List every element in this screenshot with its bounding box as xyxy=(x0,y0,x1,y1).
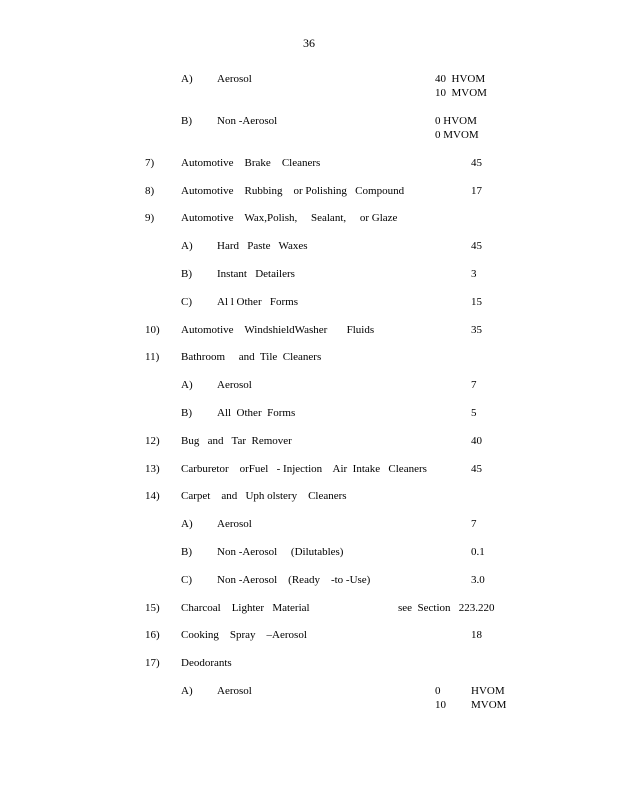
item-value: 45 xyxy=(471,157,482,169)
item-letter: A) xyxy=(181,240,193,252)
item-label: Carburetor orFuel - Injection Air Intake Cleaners xyxy=(181,463,427,475)
item-label: Hard Paste Waxes xyxy=(217,240,308,252)
list-item-continuation xyxy=(0,86,618,100)
list-item-continuation xyxy=(0,128,618,142)
item-value: 0 MVOM xyxy=(435,129,479,141)
item-number: 10) xyxy=(145,324,160,336)
item-number: 15) xyxy=(145,602,160,614)
item-value: 0.1 xyxy=(471,546,485,558)
item-label: Non -Aerosol (Ready -to -Use) xyxy=(217,574,371,586)
item-number: 13) xyxy=(145,463,160,475)
item-label: Automotive Wax,Polish, Sealant, or Glaze xyxy=(181,212,398,224)
item-value: 7 xyxy=(471,379,477,391)
item-value: 0 HVOM xyxy=(435,115,477,127)
item-value: 15 xyxy=(471,296,482,308)
item-value: 45 xyxy=(471,463,482,475)
item-label: Automotive Rubbing or Polishing Compound xyxy=(181,185,405,197)
item-label: Automotive WindshieldWasher Fluids xyxy=(181,324,375,336)
list-item xyxy=(0,114,618,128)
item-letter: C) xyxy=(181,574,192,586)
item-value: 40 HVOM xyxy=(435,73,486,85)
item-letter: B) xyxy=(181,115,192,127)
item-value: 18 xyxy=(471,629,482,641)
list-item xyxy=(0,406,618,420)
item-label: Aerosol xyxy=(217,379,252,391)
item-label: Deodorants xyxy=(181,657,232,669)
item-letter: A) xyxy=(181,685,193,697)
item-label: Non -Aerosol (Dilutables) xyxy=(217,546,344,558)
item-label: Aerosol xyxy=(217,73,252,85)
list-item xyxy=(0,267,618,281)
list-item xyxy=(0,295,618,309)
item-label: Automotive Brake Cleaners xyxy=(181,157,321,169)
item-letter: B) xyxy=(181,407,192,419)
item-number: 9) xyxy=(145,212,155,224)
list-item xyxy=(0,72,618,86)
item-value: 17 xyxy=(471,185,482,197)
list-item xyxy=(0,656,618,670)
list-item xyxy=(0,489,618,503)
list-item xyxy=(0,323,618,337)
item-value: 0 xyxy=(435,685,441,697)
list-item xyxy=(0,684,618,698)
list-item xyxy=(0,156,618,170)
list-item xyxy=(0,517,618,531)
item-label: Aerosol xyxy=(217,518,252,530)
list-item-continuation xyxy=(0,698,618,712)
item-number: 17) xyxy=(145,657,160,669)
item-value: 45 xyxy=(471,240,482,252)
item-number: 14) xyxy=(145,490,160,502)
item-label: All Other Forms xyxy=(217,407,296,419)
item-unit: HVOM xyxy=(471,685,505,697)
list-item xyxy=(0,462,618,476)
item-value: 7 xyxy=(471,518,477,530)
item-value: 5 xyxy=(471,407,477,419)
list-item xyxy=(0,601,618,615)
list-item xyxy=(0,573,618,587)
item-label: Carpet and Uph olstery Cleaners xyxy=(181,490,347,502)
item-letter: C) xyxy=(181,296,192,308)
list-item xyxy=(0,350,618,364)
item-label: Bathroom and Tile Cleaners xyxy=(181,351,322,363)
item-reference: see Section 223.220 xyxy=(398,602,495,614)
item-label: Instant Detailers xyxy=(217,268,295,280)
item-label: Al l Other Forms xyxy=(217,296,298,308)
list-item xyxy=(0,184,618,198)
list-item xyxy=(0,628,618,642)
item-label: Aerosol xyxy=(217,685,252,697)
item-letter: A) xyxy=(181,379,193,391)
item-label: Charcoal Lighter Material xyxy=(181,602,310,614)
page-number: 36 xyxy=(303,36,315,50)
item-number: 7) xyxy=(145,157,155,169)
list-item xyxy=(0,239,618,253)
list-item xyxy=(0,378,618,392)
item-letter: A) xyxy=(181,518,193,530)
item-unit: MVOM xyxy=(471,699,507,711)
item-letter: A) xyxy=(181,73,193,85)
list-item xyxy=(0,545,618,559)
list-item xyxy=(0,434,618,448)
item-number: 8) xyxy=(145,185,155,197)
item-value: 10 MVOM xyxy=(435,87,487,99)
item-label: Non -Aerosol xyxy=(217,115,278,127)
item-number: 16) xyxy=(145,629,160,641)
list-item xyxy=(0,211,618,225)
item-value: 3.0 xyxy=(471,574,485,586)
item-value: 40 xyxy=(471,435,482,447)
item-value: 35 xyxy=(471,324,482,336)
item-value: 10 xyxy=(435,699,446,711)
item-number: 12) xyxy=(145,435,160,447)
item-label: Bug and Tar Remover xyxy=(181,435,292,447)
item-number: 11) xyxy=(145,351,160,363)
item-letter: B) xyxy=(181,546,192,558)
item-value: 3 xyxy=(471,268,477,280)
item-letter: B) xyxy=(181,268,192,280)
item-label: Cooking Spray –Aerosol xyxy=(181,629,307,641)
